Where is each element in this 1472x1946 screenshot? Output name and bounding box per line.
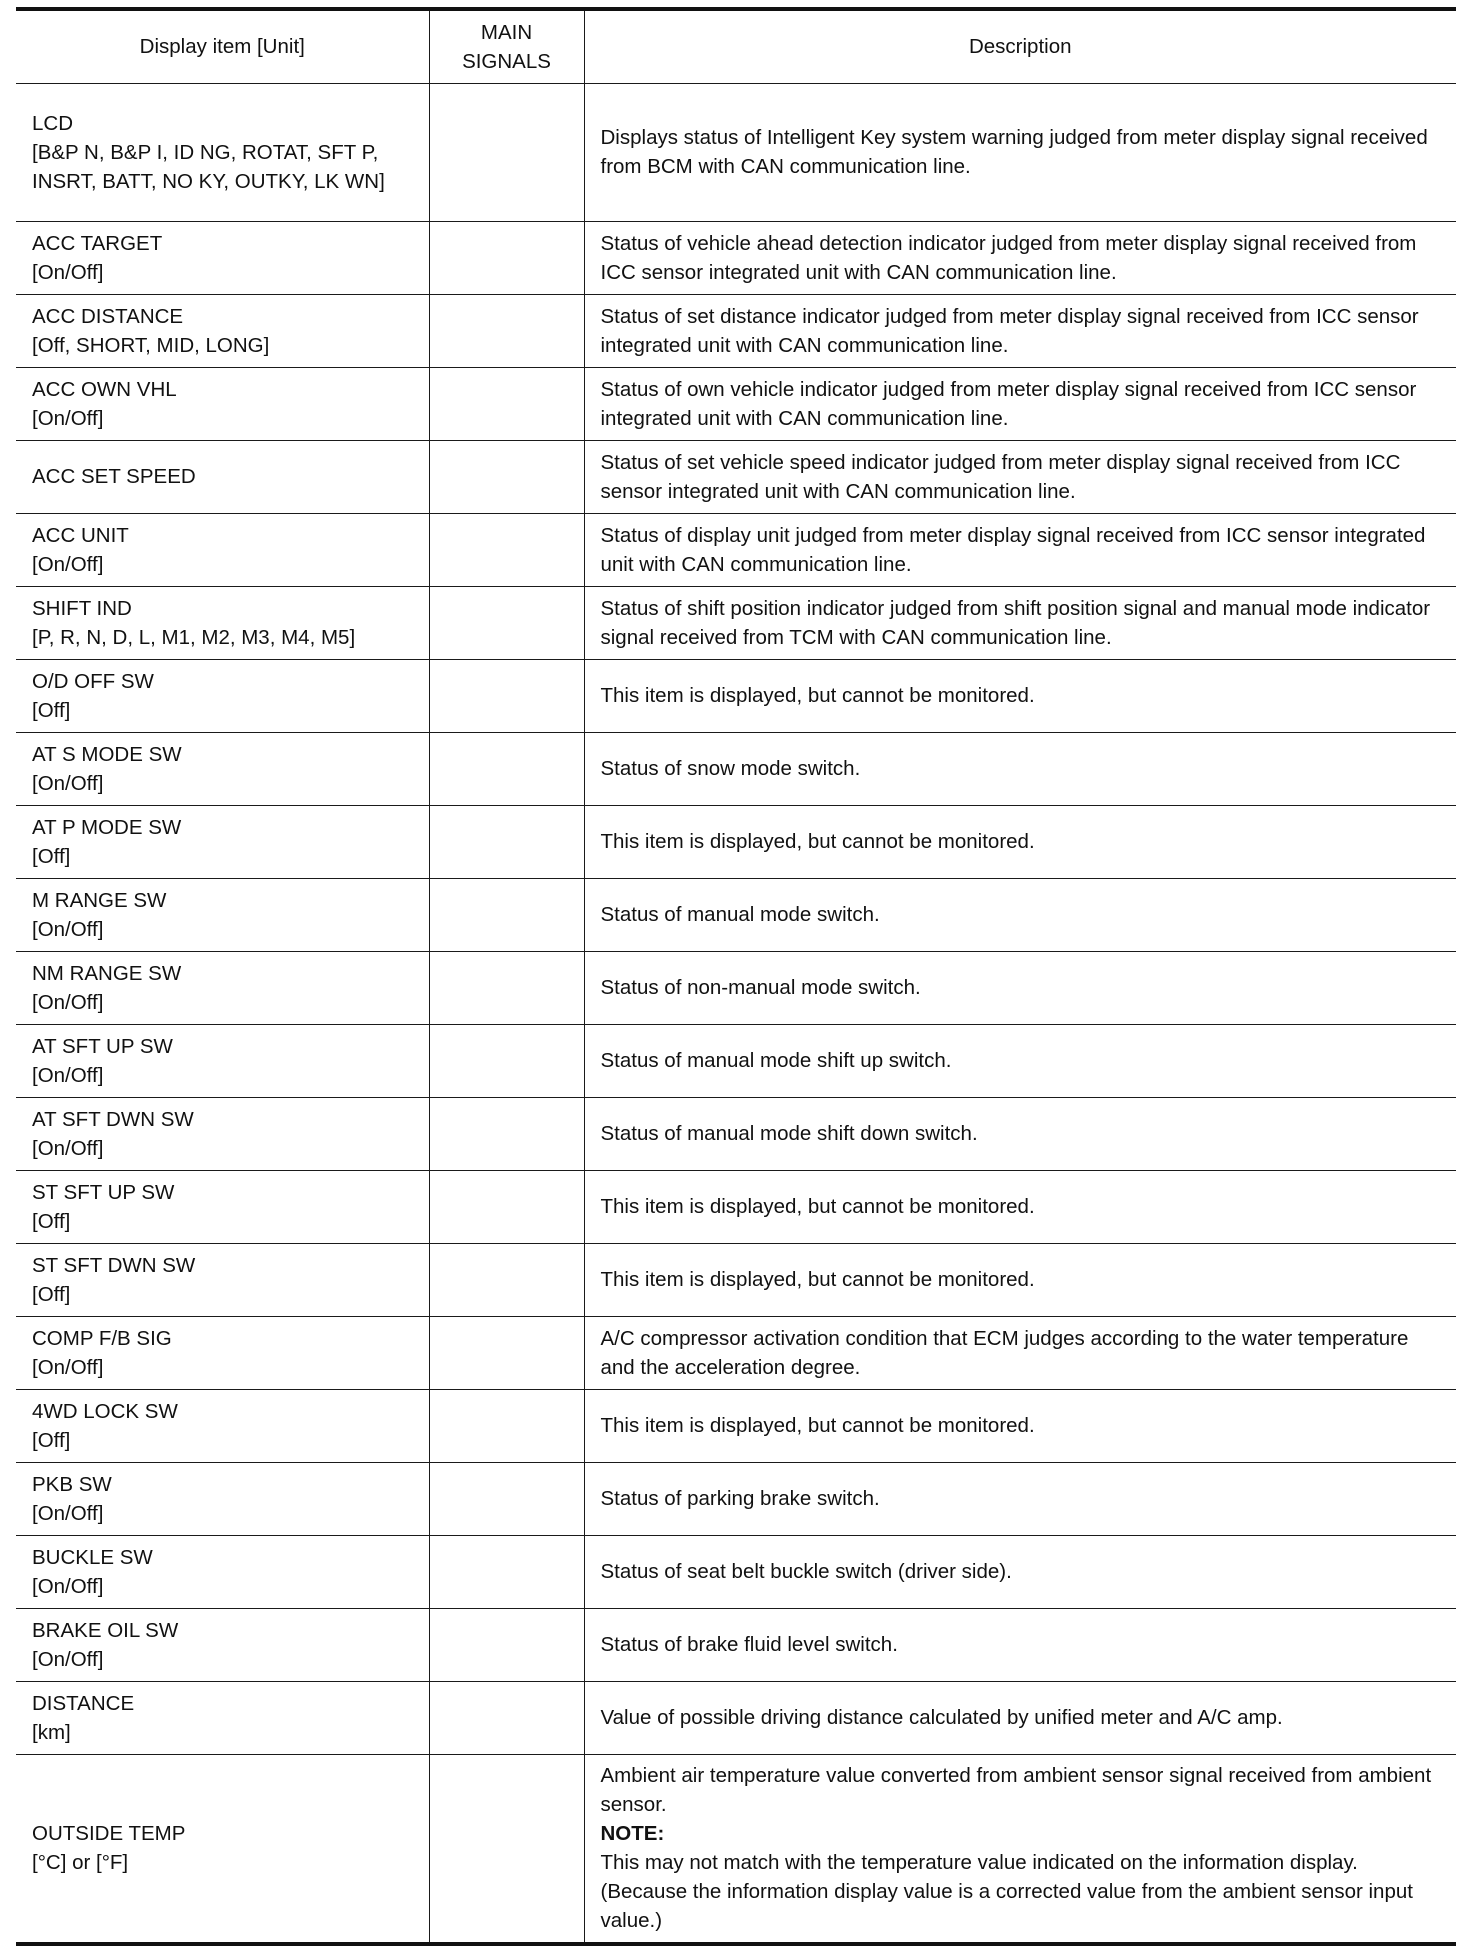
table-row xyxy=(16,221,1456,294)
main-signals-cell xyxy=(429,1024,584,1097)
display-item-cell xyxy=(16,367,429,440)
display-item-cell xyxy=(16,294,429,367)
display-item-name: OUTSIDE TEMP xyxy=(32,1822,186,1846)
description-cell xyxy=(584,440,1456,513)
description-text: Status of seat belt buckle switch (driver side). xyxy=(600,1560,1012,1583)
description-text: This item is displayed, but cannot be monitored. xyxy=(600,1414,1035,1437)
description-cell xyxy=(584,878,1456,951)
description-cell xyxy=(584,1754,1456,1944)
description-cell xyxy=(584,83,1456,221)
display-item-unit: [km] xyxy=(32,1720,71,1744)
display-item-unit: [P, R, N, D, L, M1, M2, M3, M4, M5] xyxy=(32,625,356,649)
description-text: Status of snow mode switch. xyxy=(600,757,861,780)
header-main-signals xyxy=(429,9,584,83)
display-item-name: DISTANCE xyxy=(32,1691,135,1715)
main-signals-cell xyxy=(429,1097,584,1170)
display-item-unit: [On/Off] xyxy=(32,406,104,430)
description-cell xyxy=(584,1243,1456,1316)
description-text: This item is displayed, but cannot be monitored. xyxy=(600,684,1035,707)
description-text: Status of brake fluid level switch. xyxy=(600,1633,898,1656)
description-text: Status of manual mode shift up switch. xyxy=(600,1049,952,1072)
display-item-cell xyxy=(16,440,429,513)
description-text: Status of vehicle ahead detection indicator judged from meter display signal received from ICC sensor integrated unit with CAN communication line. xyxy=(600,231,1417,284)
display-item-unit: [On/Off] xyxy=(32,990,104,1014)
main-signals-cell xyxy=(429,440,584,513)
description-cell xyxy=(584,805,1456,878)
display-item-cell xyxy=(16,1097,429,1170)
table-row xyxy=(16,1097,1456,1170)
description-cell xyxy=(584,1024,1456,1097)
display-item-cell xyxy=(16,1316,429,1389)
main-signals-cell xyxy=(429,878,584,951)
display-item-unit: [On/Off] xyxy=(32,552,104,576)
main-signals-cell xyxy=(429,1681,584,1754)
table-row xyxy=(16,1462,1456,1535)
description-text: Value of possible driving distance calculated by unified meter and A/C amp. xyxy=(600,1706,1283,1729)
description-cell xyxy=(584,1389,1456,1462)
main-signals-cell xyxy=(429,1243,584,1316)
display-item-cell xyxy=(16,221,429,294)
description-cell xyxy=(584,1462,1456,1535)
display-item-unit: [On/Off] xyxy=(32,1063,104,1087)
note-text: This may not match with the temperature value indicated on the information display. (Because the information display value is a corrected value from the ambient sensor input value.) xyxy=(600,1851,1413,1933)
display-item-cell xyxy=(16,1243,429,1316)
display-item-name: AT P MODE SW xyxy=(32,815,182,839)
display-item-cell xyxy=(16,1389,429,1462)
main-signals-cell xyxy=(429,805,584,878)
header-description: Description xyxy=(584,9,1456,83)
table-row xyxy=(16,513,1456,586)
main-signals-cell xyxy=(429,586,584,659)
display-item-name: AT S MODE SW xyxy=(32,742,182,766)
description-cell xyxy=(584,659,1456,732)
display-item-name: COMP F/B SIG xyxy=(32,1326,172,1350)
note-label: NOTE: xyxy=(600,1822,665,1846)
main-signals-cell xyxy=(429,513,584,586)
display-item-cell xyxy=(16,878,429,951)
table-body xyxy=(16,83,1456,1944)
display-item-unit: [Off] xyxy=(32,698,71,722)
description-text: Ambient air temperature value converted from ambient sensor signal received from ambient sensor. xyxy=(600,1764,1432,1817)
main-signals-cell xyxy=(429,1170,584,1243)
display-item-unit: [On/Off] xyxy=(32,917,104,941)
display-item-name: ST SFT DWN SW xyxy=(32,1253,196,1277)
description-text: Status of display unit judged from meter display signal received from ICC sensor integrated unit with CAN communication line. xyxy=(600,523,1426,576)
display-item-name: ACC UNIT xyxy=(32,523,129,547)
description-cell xyxy=(584,1681,1456,1754)
table-header-row xyxy=(16,9,1456,83)
display-item-cell xyxy=(16,732,429,805)
display-item-cell xyxy=(16,586,429,659)
table-row xyxy=(16,440,1456,513)
display-item-name: AT SFT UP SW xyxy=(32,1034,173,1058)
table-row xyxy=(16,1535,1456,1608)
description-cell xyxy=(584,951,1456,1024)
display-item-name: O/D OFF SW xyxy=(32,669,154,693)
table-row xyxy=(16,1754,1456,1944)
description-text: Status of shift position indicator judged from shift position signal and manual mode indicator signal received from TCM with CAN communication line. xyxy=(600,596,1431,649)
description-text: Status of set vehicle speed indicator judged from meter display signal received from ICC sensor integrated unit with CAN communication line. xyxy=(600,450,1401,503)
display-item-cell xyxy=(16,1754,429,1944)
display-item-name: BUCKLE SW xyxy=(32,1545,153,1569)
display-item-unit: [On/Off] xyxy=(32,1355,104,1379)
display-item-cell xyxy=(16,1024,429,1097)
display-item-name: SHIFT IND xyxy=(32,596,132,620)
table-row xyxy=(16,659,1456,732)
main-signals-cell xyxy=(429,367,584,440)
display-item-unit: [B&P N, B&P I, ID NG, ROTAT, SFT P, INSRT, BATT, NO KY, OUTKY, LK WN] xyxy=(32,140,385,193)
display-item-unit: [Off] xyxy=(32,1428,71,1452)
table-row xyxy=(16,732,1456,805)
main-signals-cell xyxy=(429,732,584,805)
display-item-cell xyxy=(16,1170,429,1243)
data-monitor-table xyxy=(16,7,1456,1946)
main-signals-cell xyxy=(429,1316,584,1389)
header-main-signals-line2: SIGNALS xyxy=(462,49,551,73)
display-item-name: NM RANGE SW xyxy=(32,961,182,985)
main-signals-cell xyxy=(429,221,584,294)
main-signals-cell xyxy=(429,294,584,367)
display-item-name: BRAKE OIL SW xyxy=(32,1618,179,1642)
display-item-name: ACC DISTANCE xyxy=(32,304,184,328)
description-text: This item is displayed, but cannot be monitored. xyxy=(600,830,1035,853)
main-signals-cell xyxy=(429,1535,584,1608)
display-item-unit: [On/Off] xyxy=(32,1501,104,1525)
display-item-name: ACC SET SPEED xyxy=(32,465,196,488)
main-signals-cell xyxy=(429,951,584,1024)
display-item-cell xyxy=(16,1681,429,1754)
description-text: Displays status of Intelligent Key system warning judged from meter display signal received from BCM with CAN communication line. xyxy=(600,126,1428,178)
description-cell xyxy=(584,221,1456,294)
display-item-name: ACC TARGET xyxy=(32,231,163,255)
display-item-name: AT SFT DWN SW xyxy=(32,1107,194,1131)
table-row xyxy=(16,294,1456,367)
display-item-cell xyxy=(16,1535,429,1608)
display-item-cell xyxy=(16,951,429,1024)
table-row xyxy=(16,1170,1456,1243)
description-cell xyxy=(584,1535,1456,1608)
display-item-unit: [Off, SHORT, MID, LONG] xyxy=(32,333,270,357)
display-item-unit: [On/Off] xyxy=(32,1574,104,1598)
table-row xyxy=(16,1389,1456,1462)
description-text: Status of parking brake switch. xyxy=(600,1487,880,1510)
table-row xyxy=(16,951,1456,1024)
display-item-unit: [°C] or [°F] xyxy=(32,1851,129,1875)
table-row xyxy=(16,586,1456,659)
display-item-unit: [On/Off] xyxy=(32,771,104,795)
description-text: This item is displayed, but cannot be monitored. xyxy=(600,1268,1035,1291)
display-item-cell xyxy=(16,1608,429,1681)
description-cell xyxy=(584,1170,1456,1243)
display-item-cell xyxy=(16,83,429,221)
display-item-name: LCD xyxy=(32,111,74,135)
display-item-cell xyxy=(16,513,429,586)
header-main-signals-line1: MAIN xyxy=(480,20,533,44)
display-item-unit: [Off] xyxy=(32,1282,71,1306)
display-item-unit: [On/Off] xyxy=(32,260,104,284)
description-cell xyxy=(584,732,1456,805)
description-text: Status of own vehicle indicator judged from meter display signal received from ICC sensor integrated unit with CAN communication line. xyxy=(600,377,1417,430)
display-item-unit: [Off] xyxy=(32,844,71,868)
table-row xyxy=(16,878,1456,951)
description-cell xyxy=(584,1316,1456,1389)
table-row xyxy=(16,83,1456,221)
description-text: Status of manual mode shift down switch. xyxy=(600,1122,978,1145)
description-text: Status of manual mode switch. xyxy=(600,903,880,926)
display-item-name: PKB SW xyxy=(32,1472,112,1496)
table-row xyxy=(16,1316,1456,1389)
header-display-item: Display item [Unit] xyxy=(16,9,429,83)
display-item-cell xyxy=(16,805,429,878)
description-cell xyxy=(584,1608,1456,1681)
description-cell xyxy=(584,294,1456,367)
description-text: A/C compressor activation condition that ECM judges according to the water temperature and the acceleration degree. xyxy=(600,1326,1409,1379)
table-row xyxy=(16,367,1456,440)
table-row xyxy=(16,1608,1456,1681)
display-item-name: 4WD LOCK SW xyxy=(32,1399,178,1423)
description-text: Status of non-manual mode switch. xyxy=(600,976,921,999)
display-item-unit: [Off] xyxy=(32,1209,71,1233)
display-item-name: ACC OWN VHL xyxy=(32,377,177,401)
description-text: This item is displayed, but cannot be monitored. xyxy=(600,1195,1035,1218)
main-signals-cell xyxy=(429,1462,584,1535)
table-row xyxy=(16,1024,1456,1097)
display-item-cell xyxy=(16,659,429,732)
table-row xyxy=(16,1243,1456,1316)
display-item-name: M RANGE SW xyxy=(32,888,167,912)
main-signals-cell xyxy=(429,83,584,221)
table-row xyxy=(16,1681,1456,1754)
display-item-name: ST SFT UP SW xyxy=(32,1180,175,1204)
description-text: Status of set distance indicator judged from meter display signal received from ICC sensor integrated unit with CAN communication line. xyxy=(600,304,1419,357)
display-item-cell xyxy=(16,1462,429,1535)
main-signals-cell xyxy=(429,1389,584,1462)
main-signals-cell xyxy=(429,1608,584,1681)
description-cell xyxy=(584,586,1456,659)
display-item-unit: [On/Off] xyxy=(32,1136,104,1160)
main-signals-cell xyxy=(429,659,584,732)
description-cell xyxy=(584,513,1456,586)
description-cell xyxy=(584,1097,1456,1170)
main-signals-cell xyxy=(429,1754,584,1944)
description-cell xyxy=(584,367,1456,440)
display-item-unit: [On/Off] xyxy=(32,1647,104,1671)
table-row xyxy=(16,805,1456,878)
